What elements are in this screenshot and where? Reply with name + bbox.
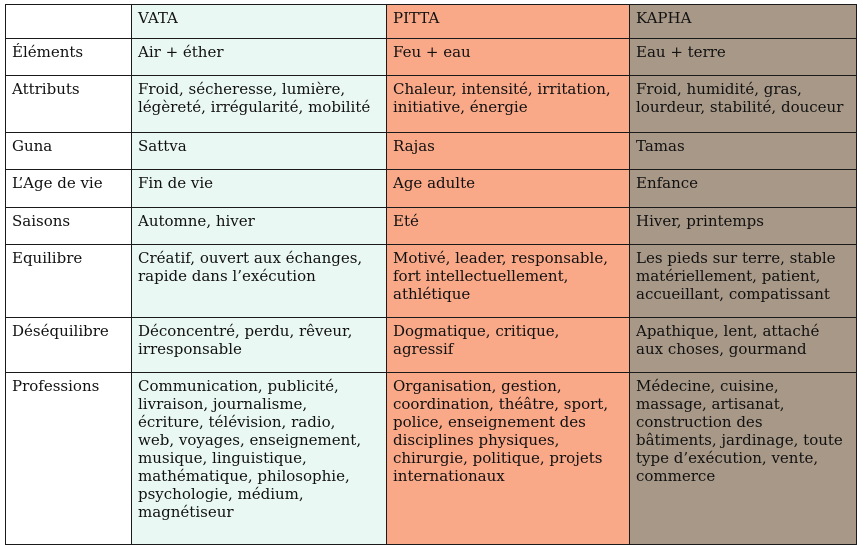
vata-cell: Créatif, ouvert aux échanges, rapide dans l’exécution (132, 245, 387, 318)
kapha-cell: Froid, humidité, gras, lourdeur, stabilité, douceur (630, 76, 857, 133)
kapha-cell: Tamas (630, 133, 857, 170)
dosha-comparison-table (5, 4, 857, 545)
pitta-cell: Rajas (387, 133, 630, 170)
pitta-cell: Age adulte (387, 170, 630, 208)
vata-cell: Communication, publicité, livraison, journalisme, écriture, télévision, radio, web, voyages, enseignement, musique, linguistique, mathématique, philosophie, psychologie, médium, magnétiseur (132, 373, 387, 545)
vata-cell: Fin de vie (132, 170, 387, 208)
pitta-cell: Organisation, gestion, coordination, théâtre, sport, police, enseignement des disciplines physiques, chirurgie, politique, projets internationaux (387, 373, 630, 545)
table-row (6, 39, 857, 76)
row-label: Equilibre (6, 245, 132, 318)
header-empty-cell (6, 5, 132, 39)
header-pitta: PITTA (387, 5, 630, 39)
pitta-cell: Feu + eau (387, 39, 630, 76)
row-label: Déséquilibre (6, 318, 132, 373)
kapha-cell: Les pieds sur terre, stable matériellement, patient, accueillant, compatissant (630, 245, 857, 318)
table-header-row (6, 5, 857, 39)
header-vata: VATA (132, 5, 387, 39)
table-row (6, 76, 857, 133)
header-kapha: KAPHA (630, 5, 857, 39)
pitta-cell: Chaleur, intensité, irritation, initiative, énergie (387, 76, 630, 133)
kapha-cell: Eau + terre (630, 39, 857, 76)
row-label: Éléments (6, 39, 132, 76)
table-row (6, 170, 857, 208)
row-label: L’Age de vie (6, 170, 132, 208)
vata-cell: Froid, sécheresse, lumière, légèreté, irrégularité, mobilité (132, 76, 387, 133)
vata-cell: Sattva (132, 133, 387, 170)
row-label: Professions (6, 373, 132, 545)
table-row (6, 373, 857, 545)
row-label: Attributs (6, 76, 132, 133)
table-row (6, 318, 857, 373)
table-row (6, 133, 857, 170)
table-row (6, 245, 857, 318)
pitta-cell: Dogmatique, critique, agressif (387, 318, 630, 373)
pitta-cell: Motivé, leader, responsable, fort intellectuellement, athlétique (387, 245, 630, 318)
pitta-cell: Eté (387, 208, 630, 245)
vata-cell: Déconcentré, perdu, rêveur, irresponsable (132, 318, 387, 373)
table-row (6, 208, 857, 245)
kapha-cell: Médecine, cuisine, massage, artisanat, construction des bâtiments, jardinage, toute type d’exécution, vente, commerce (630, 373, 857, 545)
kapha-cell: Enfance (630, 170, 857, 208)
vata-cell: Air + éther (132, 39, 387, 76)
kapha-cell: Hiver, printemps (630, 208, 857, 245)
row-label: Guna (6, 133, 132, 170)
vata-cell: Automne, hiver (132, 208, 387, 245)
row-label: Saisons (6, 208, 132, 245)
kapha-cell: Apathique, lent, attaché aux choses, gourmand (630, 318, 857, 373)
